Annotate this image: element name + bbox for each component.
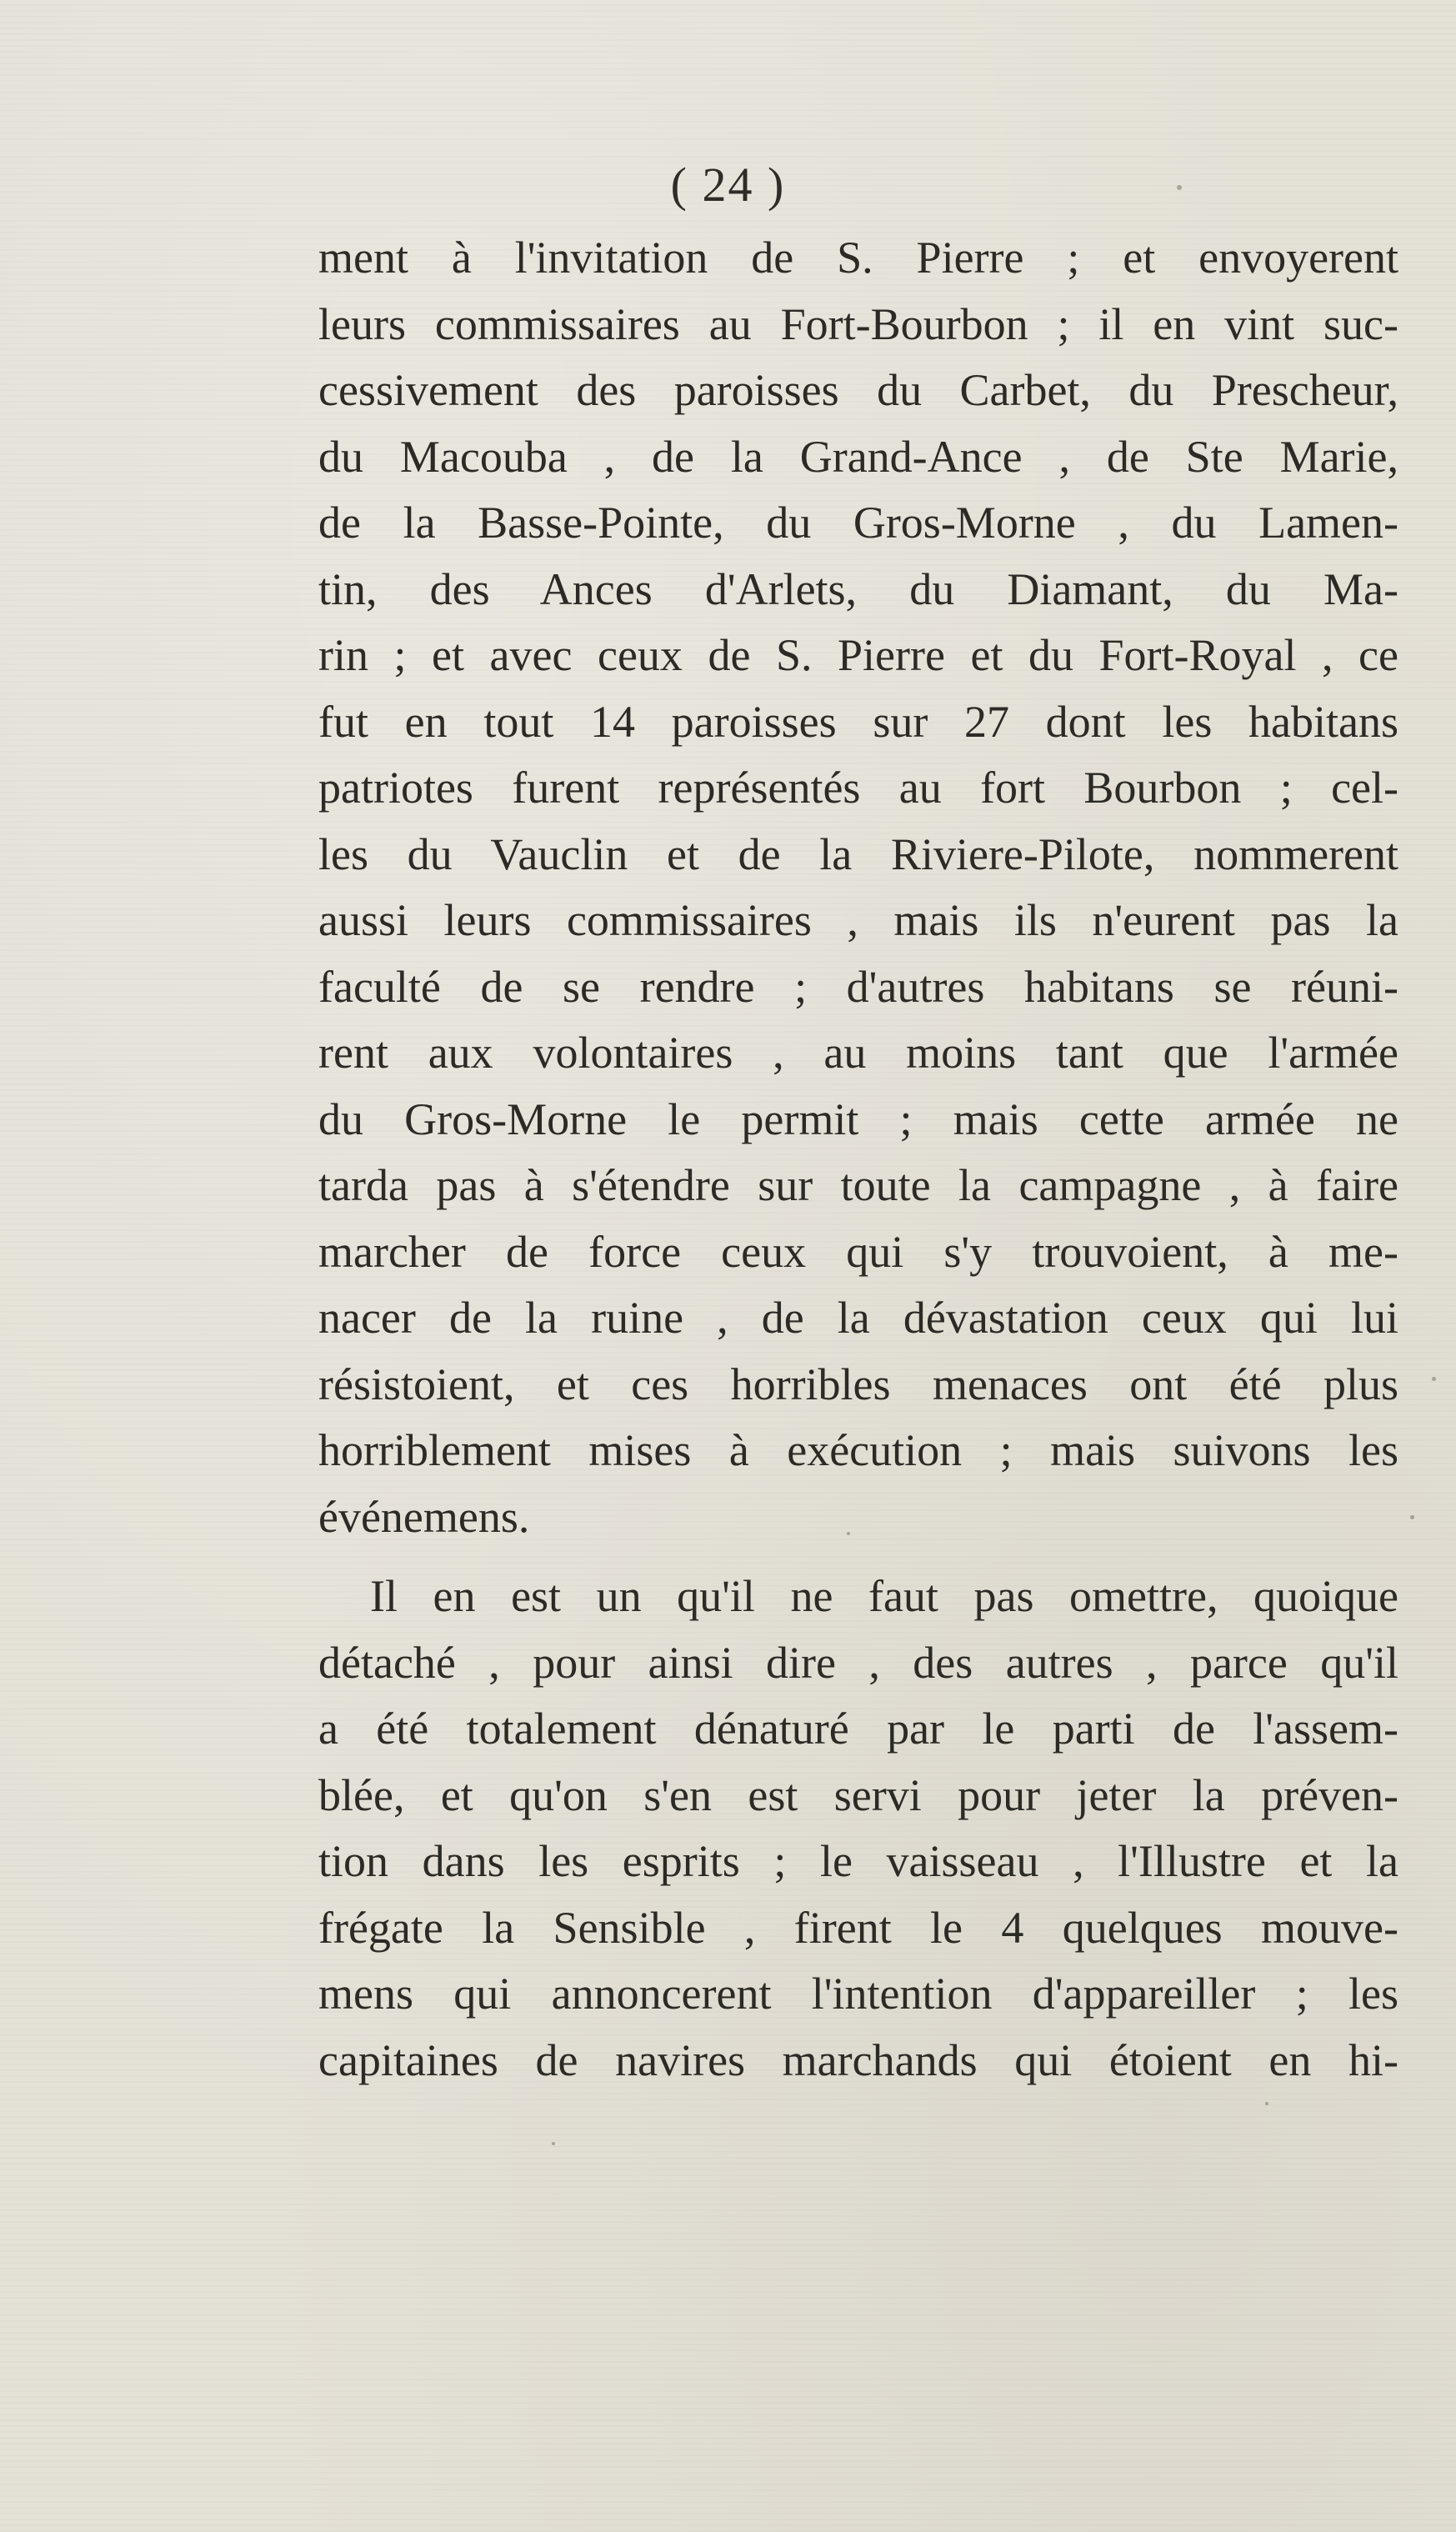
text-line: aussi leurs commissaires , mais ils n'eurent pas la <box>318 895 1398 945</box>
text-line: faculté de se rendre ; d'autres habitans se réuni- <box>318 961 1398 1012</box>
text-line: frégate la Sensible , firent le 4 quelques mouve- <box>318 1902 1398 1953</box>
body-text <box>318 225 1398 2094</box>
text-line: leurs commissaires au Fort-Bourbon ; il en vint suc- <box>318 298 1398 349</box>
text-line: ment à l'invitation de S. Pierre ; et envoyerent <box>318 233 1398 283</box>
text-line: marcher de force ceux qui s'y trouvoient, à me- <box>318 1226 1398 1277</box>
paper-speck <box>1410 1515 1414 1519</box>
text-line: résistoient, et ces horribles menaces ont été plus <box>318 1359 1398 1409</box>
paper-speck <box>847 1532 850 1535</box>
text-line: patriotes furent représentés au fort Bourbon ; cel- <box>318 763 1398 813</box>
text-line: tarda pas à s'étendre sur toute la campagne , à faire <box>318 1160 1398 1210</box>
text-line: blée, et qu'on s'en est servi pour jeter la préven- <box>318 1769 1398 1820</box>
text-line: événemens. <box>318 1491 530 1542</box>
text-line: rent aux volontaires , au moins tant que l'armée <box>318 1028 1398 1078</box>
text-line: fut en tout 14 paroisses sur 27 dont les habitans <box>318 696 1398 747</box>
text-line: cessivement des paroisses du Carbet, du Prescheur, <box>318 365 1398 415</box>
paper-speck <box>1265 2102 1268 2105</box>
text-line: capitaines de navires marchands qui étoient en hi- <box>318 2034 1398 2085</box>
text-line: rin ; et avec ceux de S. Pierre et du Fort-Royal , ce <box>318 630 1398 680</box>
text-line: de la Basse-Pointe, du Gros-Morne , du Lamen- <box>318 498 1398 548</box>
text-line: détaché , pour ainsi dire , des autres , parce qu'il <box>318 1637 1398 1688</box>
paper-speck <box>1177 185 1182 190</box>
paragraph-gap <box>318 1550 1398 1564</box>
paper-speck <box>1432 1377 1436 1381</box>
paper-speck <box>552 2142 555 2145</box>
text-line: horriblement mises à exécution ; mais suivons les <box>318 1425 1398 1475</box>
text-line: nacer de la ruine , de la dévastation ceux qui lui <box>318 1293 1398 1343</box>
paragraph-2 <box>318 1564 1398 2094</box>
text-line: les du Vauclin et de la Riviere-Pilote, nommerent <box>318 828 1398 879</box>
text-line: a été totalement dénaturé par le parti de l'assem- <box>318 1704 1398 1754</box>
paragraph-1 <box>318 225 1398 1550</box>
text-line: tin, des Ances d'Arlets, du Diamant, du Ma- <box>318 563 1398 614</box>
text-line: Il en est un qu'il ne faut pas omettre, quoique <box>370 1571 1398 1621</box>
text-line: mens qui annoncerent l'intention d'appareiller ; les <box>318 1969 1398 2019</box>
text-line: tion dans les esprits ; le vaisseau , l'Illustre et la <box>318 1836 1398 1886</box>
text-line: du Macouba , de la Grand-Ance , de Ste Marie, <box>318 431 1398 482</box>
page-number: ( 24 ) <box>670 158 786 212</box>
text-line: du Gros-Morne le permit ; mais cette armée ne <box>318 1093 1398 1144</box>
